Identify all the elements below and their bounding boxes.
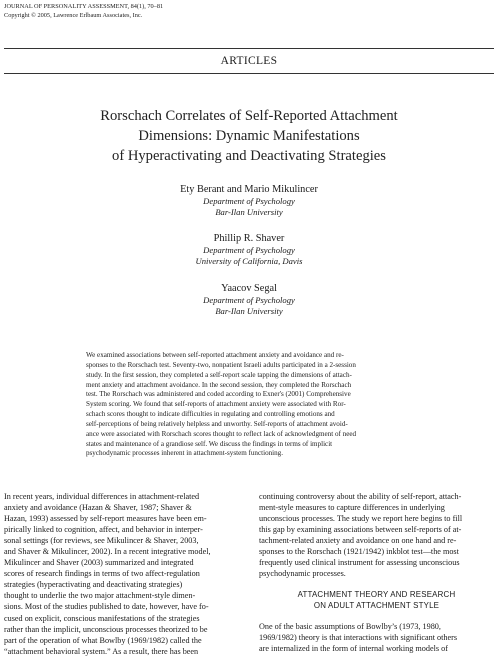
body-line: and Shaver & Mikulincer, 2002). In a recent integrative model, [4, 547, 211, 557]
abstract-line: We examined associations between self-reported attachment anxiety and avoidance and re- [86, 351, 344, 359]
journal-citation: JOURNAL OF PERSONALITY ASSESSMENT, 84(1), 70–81 [4, 3, 164, 10]
author-names: Ety Berant and Mario Mikulincer [180, 184, 318, 195]
section-heading: ON ADULT ATTACHMENT STYLE [313, 601, 440, 611]
author-institution: University of California, Davis [195, 256, 303, 266]
abstract-line: study. In the first session, they completed a self-report scale tapping the dimensions of attach- [86, 370, 352, 379]
author-department: Department of Psychology [203, 295, 295, 305]
body-column-right [259, 491, 494, 655]
author-names: Yaacov Segal [221, 283, 277, 294]
body-column-left [4, 491, 239, 657]
body-line: frequently used clinical instrument for assessing unconscious [259, 558, 460, 568]
body-line: sions. Most of the studies published to date, however, have fo- [4, 602, 209, 612]
abstract-line: System scoring. We found that self-reports of attachment anxiety were associated with Ror- [86, 400, 346, 409]
author-block [0, 232, 498, 267]
author-block [0, 183, 498, 218]
body-line: One of the basic assumptions of Bowlby’s (1973, 1980, [259, 622, 441, 632]
abstract-line: test. The Rorschach was administered and coded according to Exner's (2001) Comprehensive [86, 390, 351, 399]
author-names: Phillip R. Shaver [213, 233, 285, 244]
body-line: psychodynamic processes. [259, 569, 346, 579]
body-line: are internalized in the form of internal working models of [259, 644, 448, 654]
copyright-notice: Copyright © 2005, Lawrence Erlbaum Associates, Inc. [4, 11, 143, 19]
abstract-line: schach scores thought to indicate difficulties in regulating and controlling emotions and [86, 410, 335, 419]
body-line: scores of research findings in terms of two affect-regulation [4, 569, 200, 579]
title-line: Dimensions: Dynamic Manifestations [138, 128, 360, 144]
abstract-line: states and maintenance of a grandiose self. We discuss the findings in terms of implicit [86, 439, 333, 448]
abstract-line: ment anxiety and attachment avoidance. In the second session, they completed the Rorschach [86, 380, 352, 389]
body-line: tachment-related anxiety and avoidance on one hand and re- [259, 536, 457, 546]
body-line: ment-style measures to capture differences in underlying [259, 503, 445, 513]
body-line: sonal settings (for reviews, see Mikulincer & Shaver, 2003, [4, 536, 199, 546]
article-title [20, 106, 478, 166]
abstract-line: self-perceptions of being relatively helpless and unworthy. Self-reports of attachment avoid- [86, 419, 348, 428]
author-block [0, 282, 498, 317]
body-line: Mikulincer and Shaver (2003) summarized and integrated [4, 558, 194, 568]
header-rule-top [4, 48, 494, 49]
spacer [259, 611, 494, 621]
body-line: rather than the implicit, unconscious processes theorized to be [4, 624, 208, 634]
spacer [259, 579, 494, 589]
body-line: thought to underlie the two major attachment-style dimen- [4, 591, 196, 601]
body-line: anxiety and avoidance (Hazan & Shaver, 1987; Shaver & [4, 503, 192, 513]
body-line: cused on explicit, conscious manifestations of the strategies [4, 613, 200, 623]
author-institution: Bar-Ilan University [215, 306, 283, 316]
body-line: Hazan, 1993) assessed by self-report measures have been em- [4, 514, 207, 524]
body-line: unconscious processes. The study we report here begins to fill [259, 514, 463, 524]
author-department: Department of Psychology [203, 196, 295, 206]
abstract [86, 351, 412, 459]
abstract-line: sponses to the Rorschach test. Seventy-two, nonpatient Israeli adults participated in a 2-session [86, 360, 356, 369]
author-department: Department of Psychology [203, 245, 295, 255]
body-line: continuing controversy about the ability of self-report, attach- [259, 492, 462, 501]
section-label: ARTICLES [220, 55, 278, 67]
author-institution: Bar-Ilan University [215, 207, 283, 217]
body-line: 1969/1982) theory is that interactions with significant others [259, 633, 458, 643]
body-line: part of the operation of what Bowlby (1969/1982) called the [4, 635, 202, 645]
section-heading: ATTACHMENT THEORY AND RESEARCH [297, 590, 456, 600]
body-line: sponses to the Rorschach (1921/1942) inkblot test—the most [259, 547, 459, 557]
body-line: this gap by examining associations between self-reports of at- [259, 525, 462, 535]
abstract-line: ance were associated with Rorschach scores thought to reflect lack of acknowledgment of need [86, 429, 357, 438]
journal-header [4, 3, 163, 20]
body-line: pirically linked to cognition, affect, and behavior in interper- [4, 525, 203, 535]
abstract-line: psychodynamic processes inherent in attachment-system functioning. [86, 449, 283, 458]
body-line: “attachment behavioral system.” As a result, there has been [4, 646, 199, 656]
body-line: In recent years, individual differences in attachment-related [4, 492, 200, 501]
header-rule-bottom [4, 73, 494, 74]
body-line: strategies (hyperactivating and deactivating strategies) [4, 580, 183, 590]
title-line: of Hyperactivating and Deactivating Strategies [112, 148, 386, 164]
title-line: Rorschach Correlates of Self-Reported Attachment [100, 108, 398, 124]
